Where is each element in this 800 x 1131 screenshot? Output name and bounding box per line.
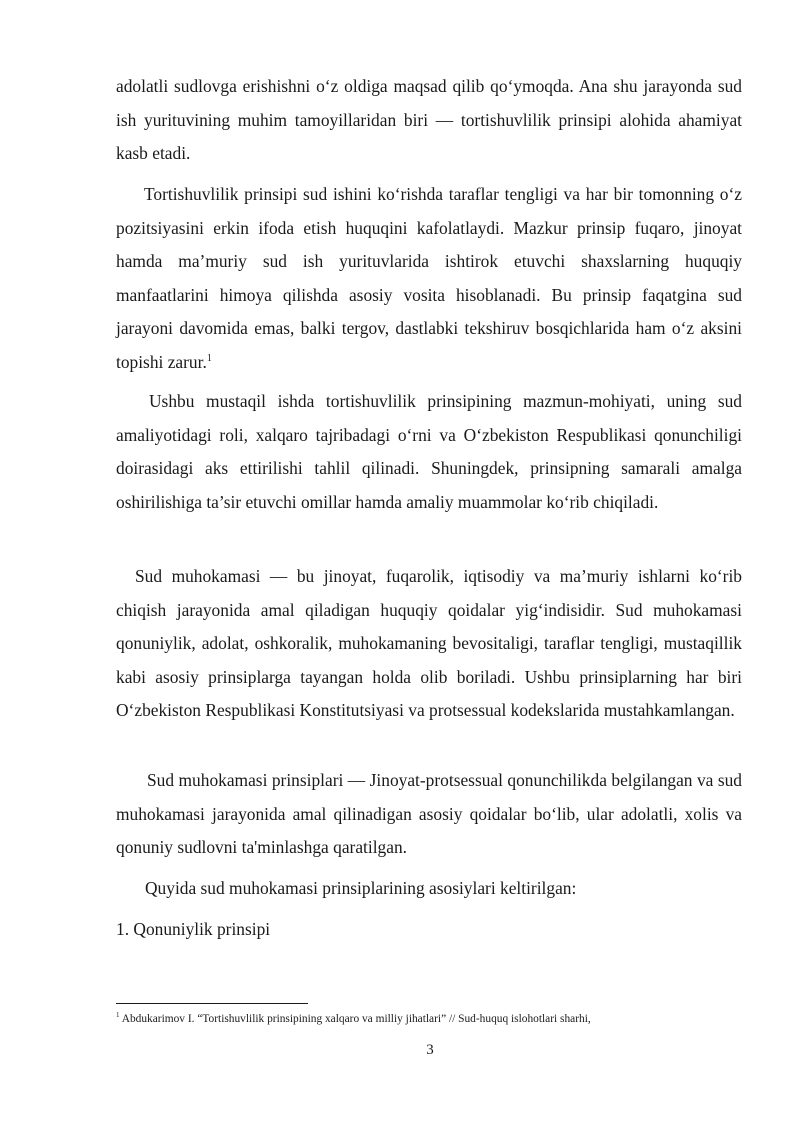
paragraph-text: Sud muhokamasi — bu jinoyat, fuqarolik, iqtisodiy va ma’muriy ishlarni ko‘rib chiqish jarayonida amal qiladigan huquqiy qoidalar yig‘indisidir. Sud muhokamasi qonuniylik, adolat, oshkoralik, muhokamaning bevositaligi, taraflar tengligi, mustaqillik kabi asosiy prinsiplarga tayangan holda olib boriladi. Ushbu prinsiplarning har biri O‘zbekiston Respublikasi Konstitutsiyasi va protsessual kodekslarida mustahkamlangan. — [116, 566, 742, 721]
paragraph-text — [116, 178, 742, 380]
footnote-marker: 1 — [116, 1011, 120, 1020]
paragraph-text: adolatli sudlovga erishishni o‘z oldiga maqsad qilib qo‘ymoqda. Ana shu jarayonda sud ish yurituvining muhim tamoyillaridan biri — tortishuvlilik prinsipi alohida ahamiyat kasb etadi. — [116, 76, 742, 164]
footnote-divider — [116, 1003, 308, 1004]
paragraph-tortishuvlilik — [116, 178, 742, 380]
paragraph-text: Quyida sud muhokamasi prinsiplarining asosiylari keltirilgan: — [145, 878, 577, 898]
paragraph-body: Tortishuvlilik prinsipi sud ishini ko‘rishda taraflar tengligi va har bir tomonning o‘z pozitsiyasini erkin ifoda etish huquqini kafolatlaydi. Mazkur prinsip fuqaro, jinoyat hamda ma’muriy sud ish yurituvlarida ishtirok etuvchi shaxslarning huquqiy manfaatlarini himoya qilishda asosiy vosita hisoblanadi. Bu prinsip faqatgina sud jarayoni davomida emas, balki tergov, dastlabki tekshiruv bosqichlarida ham o‘z aksini topishi zarur. — [116, 184, 742, 372]
page-number: 3 — [426, 1042, 434, 1058]
paragraph-prinsiplari — [116, 764, 742, 865]
footnote-text: Abdukarimov I. “Tortishuvlilik prinsipining xalqaro va milliy jihatlari” // Sud-huquq islohotlari sharhi, — [121, 1013, 591, 1025]
paragraph-sud-muhokamasi — [116, 560, 742, 728]
paragraph-mustaqil-ish — [116, 385, 742, 519]
paragraph-text: Sud muhokamasi prinsiplari — Jinoyat-protsessual qonunchilikda belgilangan va sud muhokamasi jarayonida amal qilinadigan asosiy qoidalar bo‘lib, ular adolatli, xolis va qonuniy sudlovni ta'minlashga qaratilgan. — [116, 770, 742, 858]
paragraph-text: Ushbu mustaqil ishda tortishuvlilik prinsipining mazmun-mohiyati, uning sud amaliyotidagi roli, xalqaro tajribadagi o‘rni va O‘zbekiston Respublikasi qonunchiligi doirasidagi aks ettirilishi tahlil qilinadi. Shuningdek, prinsipning samarali amalga oshirilishiga ta’sir etuvchi omillar hamda amaliy muammolar ko‘rib chiqiladi. — [116, 391, 742, 512]
footnote — [116, 1011, 756, 1027]
paragraph-continuation — [116, 70, 742, 171]
section-heading: 1. Qonuniylik prinsipi — [116, 919, 271, 939]
footnote-reference[interactable]: 1 — [206, 353, 212, 365]
paragraph-quyida — [116, 872, 742, 906]
